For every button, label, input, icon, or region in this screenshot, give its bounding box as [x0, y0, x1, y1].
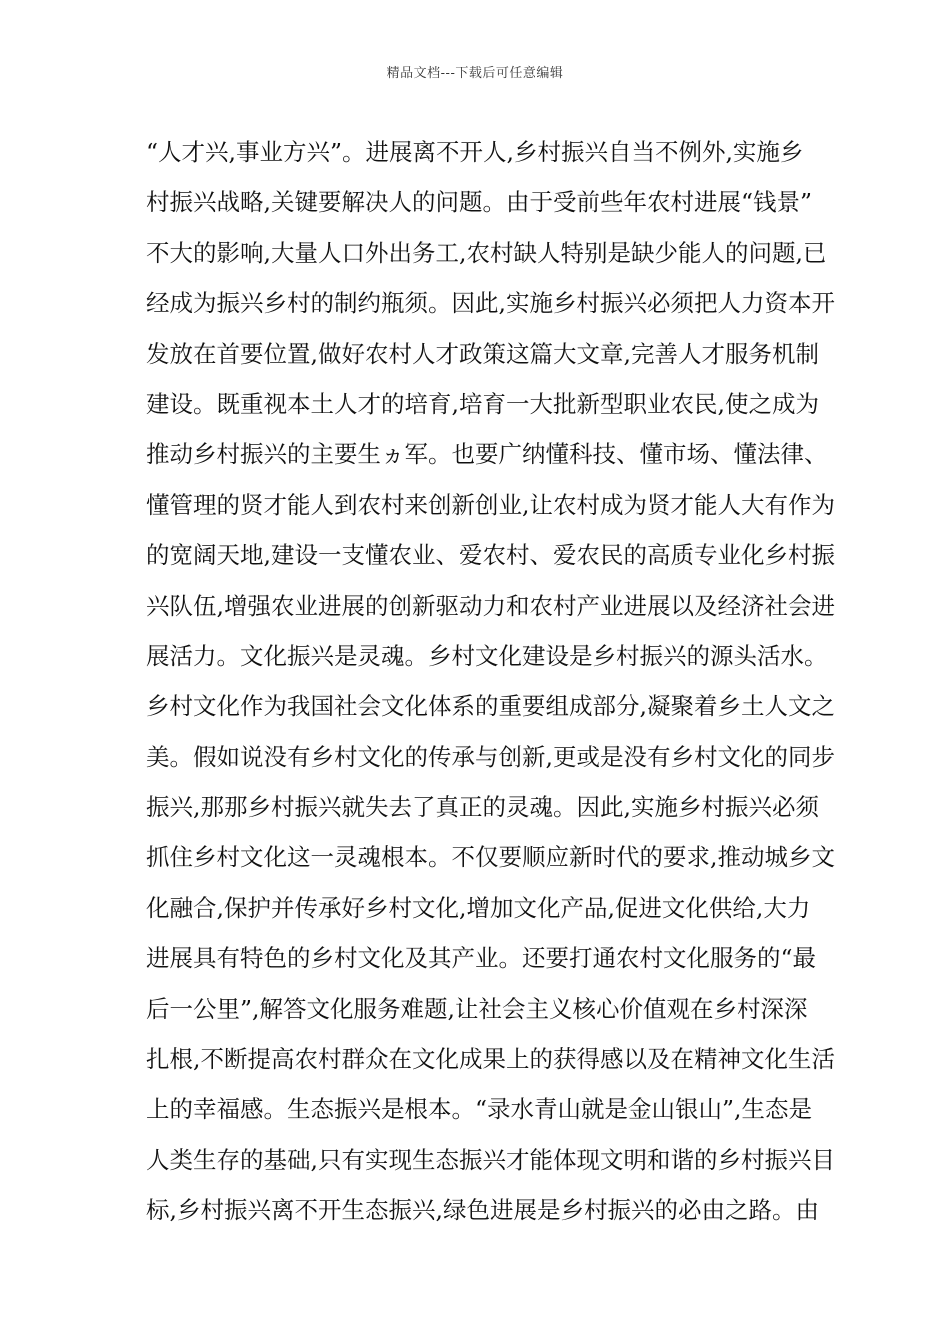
- text-line: 懂管理的贤才能人到农村来创新创业,让农村成为贤才能人大有作为: [146, 490, 835, 519]
- page-header: 精品文档---下载后可任意编辑: [386, 66, 564, 81]
- text-line: 村振兴战略,关键要解决人的问题。由于受前些年农村进展“钱景”: [146, 188, 812, 217]
- text-line: 的宽阔天地,建设一支懂农业、爱农村、爱农民的高质专业化乡村振: [146, 541, 835, 570]
- text-line: 后一公里”,解答文化服务难题,让社会主义核心价值观在乡村深深: [146, 994, 808, 1023]
- text-line: 扎根,不断提高农村群众在文化成果上的获得感以及在精神文化生活: [146, 1045, 835, 1074]
- text-line: 进展具有特色的乡村文化及其产业。还要打通农村文化服务的“最: [146, 944, 817, 973]
- text-line: 化融合,保护并传承好乡村文化,增加文化产品,促进文化供给,大力: [146, 893, 811, 922]
- text-line: 上的幸福感。生态振兴是根本。“录水青山就是金山银山”,生态是: [146, 1095, 812, 1124]
- text-line: 人类生存的基础,只有实现生态振兴才能体现文明和谐的乡村振兴目: [146, 1145, 835, 1174]
- text-line: 经成为振兴乡村的制约瓶须。因此,实施乡村振兴必须把人力资本开: [146, 289, 835, 318]
- body-paragraph: [146, 127, 835, 1236]
- text-line: 推动乡村振兴的主要生ヵ军。也要广纳懂科技、懂市场、懂法律、: [146, 440, 828, 469]
- text-line: 美。假如说没有乡村文化的传承与创新,更或是没有乡村文化的同步: [146, 742, 835, 771]
- text-line: 兴队伍,增强农业进展的创新驱动力和农村产业进展以及经济社会进: [146, 591, 835, 620]
- text-line: 发放在首要位置,做好农村人才政策这篇大文章,完善人才服务机制: [146, 339, 819, 368]
- text-line: 不大的影响,大量人口外出务工,农村缺人特别是缺少能人的问题,已: [146, 238, 827, 267]
- text-line: “人才兴,事业方兴”。进展离不开人,乡村振兴自当不例外,实施乡: [146, 138, 804, 166]
- text-line: 标,乡村振兴离不开生态振兴,绿色进展是乡村振兴的必由之路。由: [146, 1196, 819, 1225]
- text-line: 抓住乡村文化这一灵魂根本。不仅要顺应新时代的要求,推动城乡文: [146, 843, 835, 872]
- text-line: 建设。既重视本土人才的培育,培育一大批新型职业农民,使之成为: [146, 389, 819, 418]
- text-line: 振兴,那那乡村振兴就失去了真正的灵魂。因此,实施乡村振兴必须: [146, 793, 819, 822]
- text-line: 乡村文化作为我国社会文化体系的重要组成部分,凝聚着乡土人文之: [146, 692, 835, 721]
- text-line: 展活力。文化振兴是灵魂。乡村文化建设是乡村振兴的源头活水。: [146, 641, 828, 670]
